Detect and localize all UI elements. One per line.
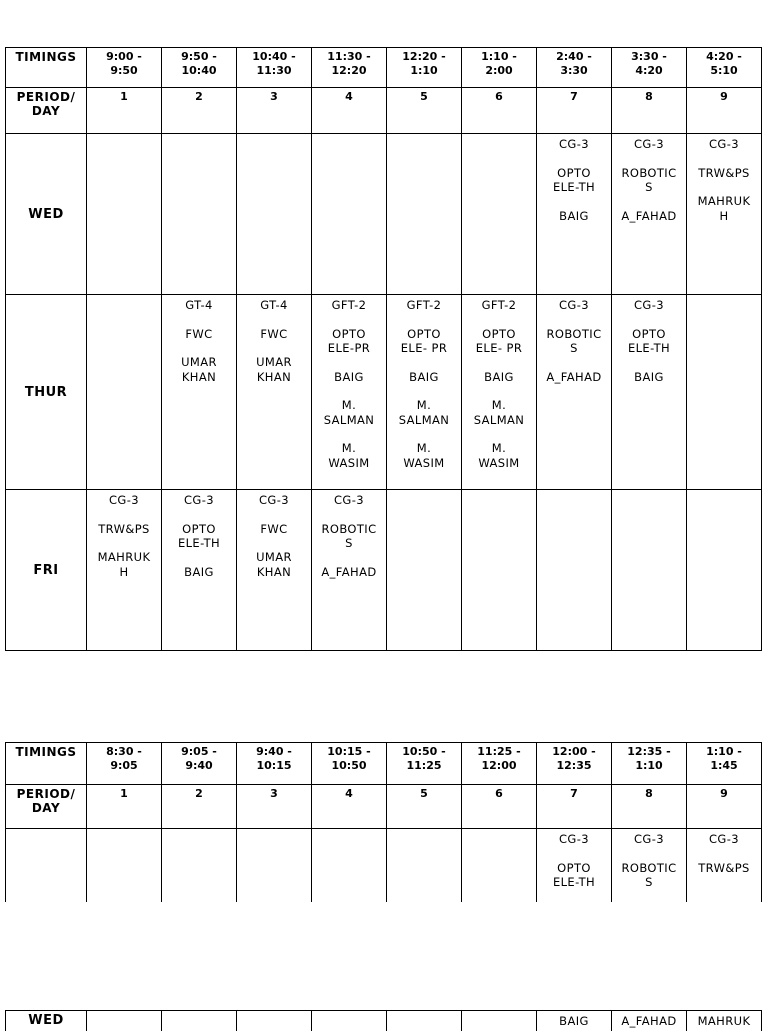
class-slot — [237, 295, 312, 490]
timing-9: 4:20 - 5:10 — [687, 48, 762, 88]
line-gap — [237, 313, 311, 327]
room-code: BAIG — [559, 1014, 589, 1028]
line-gap — [612, 313, 686, 327]
timings-row — [6, 48, 762, 88]
room-code: CG-3 — [633, 298, 664, 312]
subject-name: OPTO ELE-TH — [177, 521, 221, 550]
subject-name: FWC — [260, 521, 288, 536]
subject-name: TRW&PS — [698, 860, 750, 875]
timing-2: 9:50 - 10:40 — [162, 48, 237, 88]
timing-6: 11:25 - 12:00 — [462, 743, 537, 785]
line-gap — [537, 847, 611, 861]
class-slot — [612, 829, 687, 902]
subject-name: ROBOTIC S — [621, 860, 677, 889]
teacher-name: BAIG — [184, 564, 214, 579]
line-gap — [312, 427, 386, 441]
line-gap — [312, 384, 386, 398]
room-code: CG-3 — [558, 832, 589, 846]
timing-5: 10:50 - 11:25 — [387, 743, 462, 785]
class-slot — [162, 490, 237, 651]
empty-slot — [237, 829, 312, 902]
timing-6: 1:10 - 2:00 — [462, 48, 537, 88]
room-code: CG-3 — [333, 493, 364, 507]
class-slot — [687, 134, 762, 295]
empty-slot — [87, 829, 162, 902]
class-slot — [162, 295, 237, 490]
period-2: 2 — [162, 88, 237, 134]
line-gap — [462, 384, 536, 398]
line-gap — [612, 356, 686, 370]
room-code: CG-3 — [558, 137, 589, 151]
empty-slot — [687, 490, 762, 651]
teacher-name: UMAR KHAN — [256, 550, 292, 579]
teacher-name: BAIG — [559, 208, 589, 223]
period-day-label: PERIOD/ DAY — [6, 785, 87, 829]
teacher-name: M. SALMAN — [473, 398, 525, 427]
class-slot — [462, 295, 537, 490]
empty-slot — [462, 490, 537, 651]
class-slot — [612, 295, 687, 490]
class-slot — [387, 295, 462, 490]
teacher-name: BAIG — [484, 369, 514, 384]
day-row-fri — [6, 490, 762, 651]
room-code: CG-3 — [633, 137, 664, 151]
teacher-name: BAIG — [334, 369, 364, 384]
empty-slot — [387, 829, 462, 902]
room-code: GFT-2 — [406, 298, 442, 312]
line-gap — [612, 152, 686, 166]
subject-name: TRW&PS — [698, 165, 750, 180]
timing-7: 2:40 - 3:30 — [537, 48, 612, 88]
period-4: 4 — [312, 785, 387, 829]
empty-slot — [312, 1011, 387, 1031]
empty-slot — [237, 1011, 312, 1031]
period-7: 7 — [537, 88, 612, 134]
subject-name: OPTO ELE-TH — [627, 326, 671, 355]
timings-label: TIMINGS — [6, 743, 87, 785]
teacher-name: BAIG — [634, 369, 664, 384]
timing-7: 12:00 - 12:35 — [537, 743, 612, 785]
class-slot — [612, 134, 687, 295]
line-gap — [387, 384, 461, 398]
line-gap — [87, 508, 161, 522]
day-label: THUR — [6, 295, 87, 490]
class-slot — [537, 295, 612, 490]
day-label: FRI — [6, 490, 87, 651]
room-code: CG-3 — [558, 298, 589, 312]
timing-8: 12:35 - 1:10 — [612, 743, 687, 785]
line-gap — [462, 313, 536, 327]
timetable-1 — [5, 47, 762, 651]
room-code: GFT-2 — [331, 298, 367, 312]
timetable-2 — [5, 742, 762, 902]
teacher-name: A_FAHAD — [546, 369, 602, 384]
subject-name: OPTO ELE-TH — [552, 860, 596, 889]
teacher-name: UMAR KHAN — [181, 355, 217, 384]
room-code: CG-3 — [708, 137, 739, 151]
timings-row — [6, 743, 762, 785]
empty-slot — [312, 134, 387, 295]
empty-slot — [162, 134, 237, 295]
timing-3: 10:40 - 11:30 — [237, 48, 312, 88]
empty-slot — [387, 1011, 462, 1031]
period-3: 3 — [237, 88, 312, 134]
empty-slot — [87, 295, 162, 490]
period-7: 7 — [537, 785, 612, 829]
line-gap — [237, 536, 311, 550]
teacher-name: M. WASIM — [403, 441, 445, 470]
timing-1: 8:30 - 9:05 — [87, 743, 162, 785]
subject-name: OPTO ELE-TH — [552, 165, 596, 194]
day-row-wed — [6, 134, 762, 295]
line-gap — [387, 427, 461, 441]
class-slot — [87, 490, 162, 651]
class-slot — [537, 829, 612, 902]
line-gap — [162, 508, 236, 522]
subject-name: FWC — [185, 326, 213, 341]
empty-slot — [537, 490, 612, 651]
period-1: 1 — [87, 88, 162, 134]
teacher-name: BAIG — [409, 369, 439, 384]
period-9: 9 — [687, 88, 762, 134]
subject-name: ROBOTIC S — [321, 521, 377, 550]
room-code: CG-3 — [633, 832, 664, 846]
class-slot — [612, 1011, 687, 1031]
period-1: 1 — [87, 785, 162, 829]
teacher-name: M. SALMAN — [323, 398, 375, 427]
empty-slot — [387, 134, 462, 295]
line-gap — [537, 152, 611, 166]
line-gap — [87, 536, 161, 550]
period-9: 9 — [687, 785, 762, 829]
empty-slot — [462, 1011, 537, 1031]
empty-slot — [87, 134, 162, 295]
subject-name: ROBOTIC S — [546, 326, 602, 355]
day-row-wed-top — [6, 829, 762, 902]
line-gap — [687, 180, 761, 194]
room-code: CG-3 — [183, 493, 214, 507]
timings-label: TIMINGS — [6, 48, 87, 88]
day-label: WED — [6, 134, 87, 295]
subject-name: OPTO ELE-PR — [327, 326, 371, 355]
line-gap — [687, 152, 761, 166]
class-slot — [312, 295, 387, 490]
period-4: 4 — [312, 88, 387, 134]
period-8: 8 — [612, 88, 687, 134]
line-gap — [162, 341, 236, 355]
period-day-label: PERIOD/ DAY — [6, 88, 87, 134]
line-gap — [537, 356, 611, 370]
period-2: 2 — [162, 785, 237, 829]
day-row-thur — [6, 295, 762, 490]
line-gap — [387, 313, 461, 327]
empty-slot — [237, 134, 312, 295]
line-gap — [237, 508, 311, 522]
teacher-name: A_FAHAD — [321, 564, 377, 579]
line-gap — [462, 427, 536, 441]
line-gap — [162, 313, 236, 327]
empty-slot — [462, 134, 537, 295]
period-6: 6 — [462, 88, 537, 134]
timing-5: 12:20 - 1:10 — [387, 48, 462, 88]
line-gap — [312, 356, 386, 370]
line-gap — [312, 508, 386, 522]
empty-slot — [312, 829, 387, 902]
teacher-name: M. WASIM — [478, 441, 520, 470]
subject-name: OPTO ELE- PR — [475, 326, 523, 355]
line-gap — [162, 551, 236, 565]
room-code: GT-4 — [260, 298, 288, 312]
period-row — [6, 88, 762, 134]
day-label: WED — [6, 1011, 87, 1031]
room-code: GFT-2 — [481, 298, 517, 312]
class-slot — [687, 829, 762, 902]
timing-1: 9:00 - 9:50 — [87, 48, 162, 88]
empty-slot — [612, 490, 687, 651]
empty-slot — [687, 295, 762, 490]
period-5: 5 — [387, 785, 462, 829]
period-3: 3 — [237, 785, 312, 829]
line-gap — [312, 313, 386, 327]
timing-4: 11:30 - 12:20 — [312, 48, 387, 88]
day-label-blank — [6, 829, 87, 902]
line-gap — [687, 847, 761, 861]
timetable-2-continued — [5, 1010, 762, 1031]
line-gap — [537, 195, 611, 209]
line-gap — [612, 847, 686, 861]
room-code: MAHRUK — [697, 1014, 751, 1028]
period-8: 8 — [612, 785, 687, 829]
subject-name: FWC — [260, 326, 288, 341]
class-slot — [537, 1011, 612, 1031]
period-5: 5 — [387, 88, 462, 134]
room-code: GT-4 — [185, 298, 213, 312]
room-code: CG-3 — [258, 493, 289, 507]
room-code: CG-3 — [708, 832, 739, 846]
timing-9: 1:10 - 1:45 — [687, 743, 762, 785]
empty-slot — [87, 1011, 162, 1031]
timing-2: 9:05 - 9:40 — [162, 743, 237, 785]
teacher-name: M. WASIM — [328, 441, 370, 470]
empty-slot — [387, 490, 462, 651]
line-gap — [387, 356, 461, 370]
period-row — [6, 785, 762, 829]
subject-name: OPTO ELE- PR — [400, 326, 448, 355]
teacher-name: A_FAHAD — [621, 208, 677, 223]
timing-4: 10:15 - 10:50 — [312, 743, 387, 785]
teacher-name: M. SALMAN — [398, 398, 450, 427]
day-row-wed-bottom — [6, 1011, 762, 1031]
timing-8: 3:30 - 4:20 — [612, 48, 687, 88]
teacher-name: UMAR KHAN — [256, 355, 292, 384]
class-slot — [537, 134, 612, 295]
room-code: A_FAHAD — [621, 1014, 677, 1028]
class-slot — [312, 490, 387, 651]
line-gap — [462, 356, 536, 370]
empty-slot — [162, 1011, 237, 1031]
line-gap — [312, 551, 386, 565]
class-slot — [237, 490, 312, 651]
class-slot — [687, 1011, 762, 1031]
line-gap — [237, 341, 311, 355]
subject-name: ROBOTIC S — [621, 165, 677, 194]
teacher-name: MAHRUK H — [697, 194, 751, 223]
room-code: CG-3 — [108, 493, 139, 507]
period-6: 6 — [462, 785, 537, 829]
teacher-name: MAHRUK H — [97, 550, 151, 579]
empty-slot — [162, 829, 237, 902]
line-gap — [612, 195, 686, 209]
line-gap — [537, 313, 611, 327]
timing-3: 9:40 - 10:15 — [237, 743, 312, 785]
subject-name: TRW&PS — [98, 521, 150, 536]
empty-slot — [462, 829, 537, 902]
